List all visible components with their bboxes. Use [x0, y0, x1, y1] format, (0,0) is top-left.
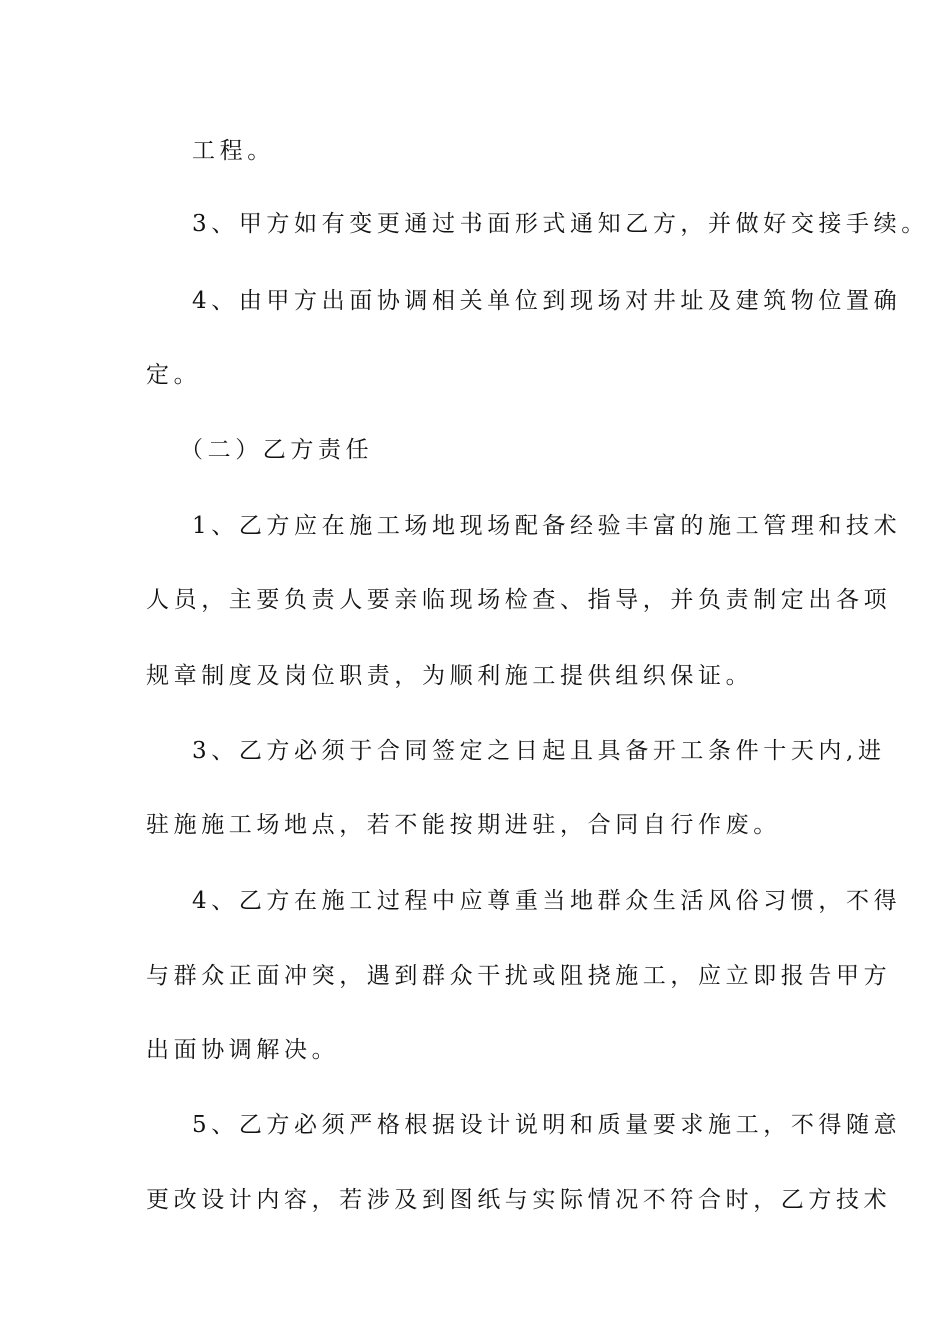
text-line: 3、乙方必须于合同签定之日起且具备开工条件十天内,进 [192, 738, 886, 764]
text-line: 4、乙方在施工过程中应尊重当地群众生活风俗习惯，不得 [192, 888, 902, 914]
text-line: 规章制度及岗位职责，为顺利施工提供组织保证。 [146, 663, 754, 689]
text-line: 出面协调解决。 [146, 1037, 340, 1063]
text-line: 与群众正面冲突，遇到群众干扰或阻挠施工，应立即报告甲方 [146, 963, 892, 989]
text-line: 5、乙方必须严格根据设计说明和质量要求施工，不得随意 [192, 1112, 902, 1138]
text-line: 3、甲方如有变更通过书面形式通知乙方，并做好交接手续。 [192, 211, 929, 237]
section-heading: （二）乙方责任 [180, 437, 374, 463]
text-line: 更改设计内容，若涉及到图纸与实际情况不符合时，乙方技术 [146, 1187, 892, 1213]
text-line: 工程。 [192, 138, 275, 164]
text-line: 定。 [146, 362, 202, 388]
text-line: 4、由甲方出面协调相关单位到现场对井址及建筑物位置确 [192, 288, 902, 314]
text-line: 1、乙方应在施工场地现场配备经验丰富的施工管理和技术 [192, 513, 902, 539]
text-line: 人员，主要负责人要亲临现场检查、指导，并负责制定出各项 [146, 587, 892, 613]
text-line: 驻施施工场地点，若不能按期进驻，合同自行作废。 [146, 812, 781, 838]
